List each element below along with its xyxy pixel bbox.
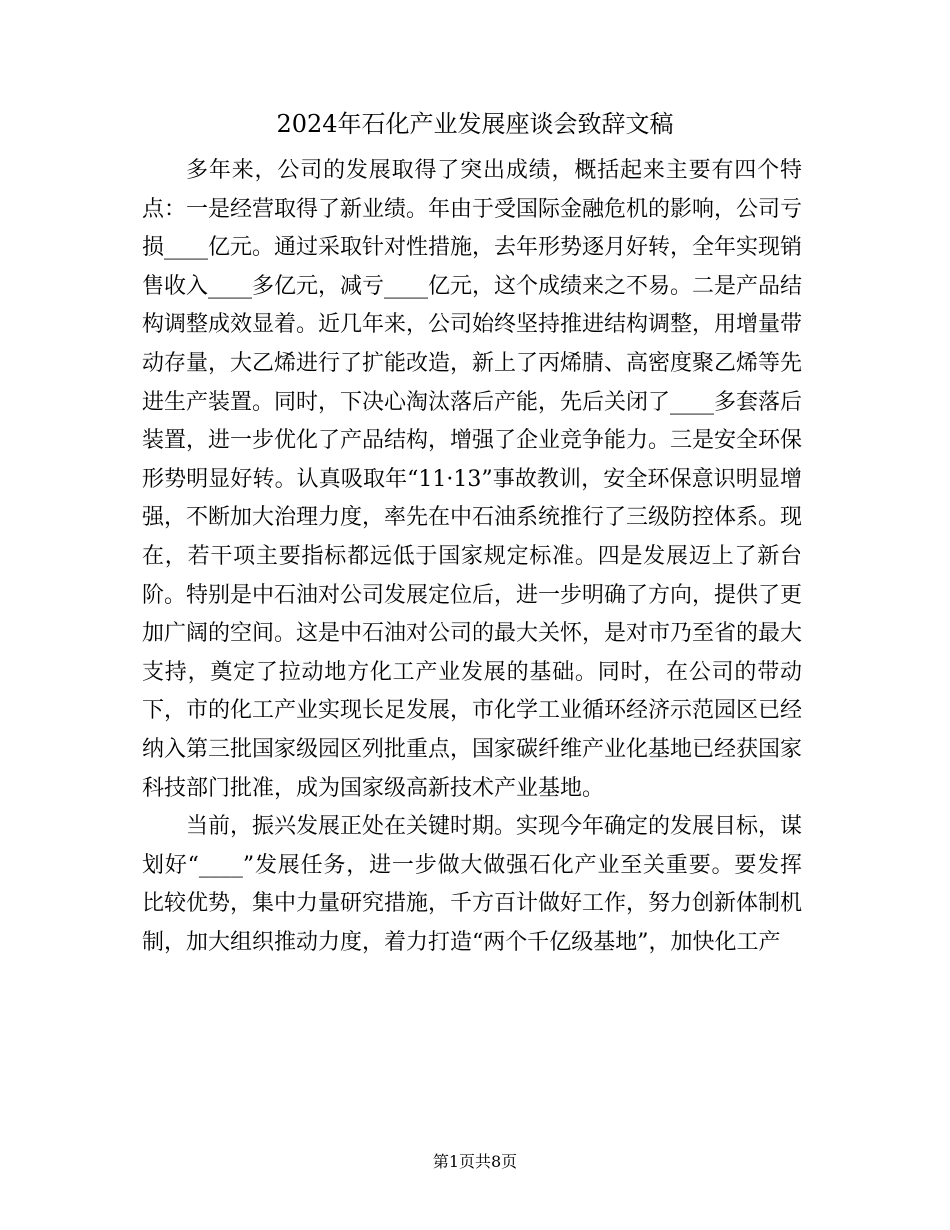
paragraph-1: 多年来，公司的发展取得了突出成绩，概括起来主要有四个特点：一是经营取得了新业绩。年由于受国际金融危机的影响，公司亏损____亿元。通过采取针对性措施，去年形势逐月好转，全年实现销售收入____多亿元，减亏____亿元，这个成绩来之不易。二是产品结构调整成效显着。近几年来，公司始终坚持推进结构调整，用增量带动存量，大乙烯进行了扩能改造，新上了丙烯腈、高密度聚乙烯等先进生产装置。同时，下决心淘汰落后产能，先后关闭了____多套落后装置，进一步优化了产品结构，增强了企业竞争能力。三是安全环保形势明显好转。认真吸取年“11·13”事故教训，安全环保意识明显增强，不断加大治理力度，率先在中石油系统推行了三级防控体系。现在，若干项主要指标都远低于国家规定标准。四是发展迈上了新台阶。特别是中石油对公司发展定位后，进一步明确了方向，提供了更加广阔的空间。这是中石油对公司的最大关怀，是对市乃至省的最大支持，奠定了拉动地方化工产业发展的基础。同时，在公司的带动下，市的化工产业实现长足发展，市化学工业循环经济示范园区已经纳入第三批国家级园区列批重点，国家碳纤维产业化基地已经获国家科技部门批准，成为国家级高新技术产业基地。 [142, 158, 803, 801]
paragraph-2: 当前，振兴发展正处在关键时期。实现今年确定的发展目标，谋划好“____”发展任务，进一步做大做强石化产业至关重要。要发挥比较优势，集中力量研究措施，千方百计做好工作，努力创新体制机制，加大组织推动力度，着力打造“两个千亿级基地”，加快化工产 [142, 814, 803, 955]
page-footer: 第1页共8页 [432, 1152, 518, 1171]
document-title: 2024年石化产业发展座谈会致辞文稿 [276, 110, 674, 138]
document-body [142, 152, 802, 962]
